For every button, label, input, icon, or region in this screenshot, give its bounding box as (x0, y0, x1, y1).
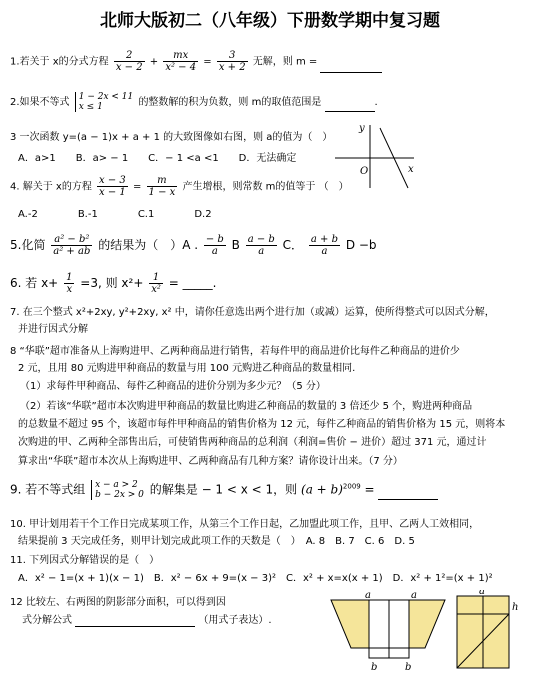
q11-options[interactable]: A．x² − 1=(x + 1)(x − 1) B．x² − 6x + 9=(x − 3)² C．x² + x=x(x + 1) D．x² + 1²=(x + 1)² (18, 573, 493, 584)
q5-option-c-label: C． (282, 238, 304, 252)
x-axis-label: x (408, 164, 414, 175)
q6-tail: = _____. (168, 276, 217, 290)
q1-fraction-1: $\frac{2}{x - 2}$ (115, 50, 143, 73)
q4-tail: 产生增根，则常数 m的值等于 （ ） (182, 181, 349, 193)
q10-line-1: 10. 甲计划用若干个工作日完成某项工作，从第三个工作日起，乙加盟此项工作，且甲、乙两人工效相同， (10, 519, 480, 530)
q7-line-1: 7. 在三个整式 x²+2xy, y²+2xy, x² 中，请你任意选出两个进行加（或减）运算，使所得整式可以因式分解， (10, 307, 495, 318)
label-a-right-top: a (479, 590, 485, 597)
q2-end: . (374, 97, 378, 108)
q2-inequality-system: 1 − 2x < 11 x ≤ 1 (75, 92, 134, 112)
q9-answer-blank[interactable] (378, 499, 438, 500)
label-b-left-1: b (371, 662, 378, 673)
q5-fraction: $\frac{\text{a² − b²}}{\text{a² + ab}}$ (53, 234, 91, 257)
question-5 (10, 234, 377, 257)
q4-lead: 4. 解关于 x的方程 (10, 181, 92, 193)
label-b-left-2: b (405, 662, 412, 673)
question-9 (10, 480, 438, 500)
y-axis-label: y (359, 123, 365, 134)
q6-fraction-2: $\frac{1}{\text{x²}}$ (151, 272, 161, 295)
q9-expression: (a + b) (301, 482, 343, 497)
q11-line-1: 11. 下列因式分解错误的是（ ） (10, 555, 160, 566)
q1-fraction-3: $\frac{3}{x + 2}$ (218, 50, 246, 73)
q5-option-c[interactable]: $\frac{a + b}{a}$ (310, 234, 338, 257)
q8-line-7: 算求出“华联”超市本次从上海购进甲、乙两种商品有几种方案？请你设计出来。（7 分） (18, 456, 403, 467)
q6-lead: 6. 若 x+ (10, 276, 59, 290)
q4-fraction-1: $\frac{x - 3}{x - 1}$ (99, 175, 126, 198)
q6-fraction-1: $\frac{1}{x}$ (66, 272, 73, 295)
q2-tail: 的整数解的积为负数，则 m的取值范围是 (138, 97, 322, 108)
q9-lead: 9. 若不等式组 (10, 482, 86, 497)
q9-exponent: 2009 (342, 482, 361, 491)
q8-line-1: 8 “华联”超市准备从上海购进甲、乙两种商品进行销售，若每件甲的商品进价比每件乙种商品的进价少 (10, 346, 460, 357)
question-2 (10, 92, 378, 112)
q6-mid: =3, 则 x²+ (80, 276, 144, 290)
q9-inequality-system: x − a > 2 b − 2x > 0 (91, 480, 144, 500)
question-4 (10, 175, 349, 198)
q12-line-1: 12 比较左、右两图的阴影部分面积，可以得到因 (10, 597, 226, 608)
q12-figures (323, 590, 533, 676)
q1-tail: 无解，则 m = (252, 56, 318, 68)
label-h: h (512, 602, 519, 613)
label-a-left-1: a (365, 590, 371, 601)
q5-option-a-label: 的结果为（ ）A . (98, 238, 199, 252)
q1-lead: 1.若关于 x的分式方程 (10, 56, 109, 68)
label-a-left-2: a (411, 590, 417, 601)
q5-option-b[interactable]: $\frac{a - b}{a}$ (247, 234, 275, 257)
q3-options[interactable]: A．a>1 B．a> − 1 C．− 1 <a <1 D．无法确定 (18, 153, 297, 164)
origin-label: O (360, 166, 369, 177)
q5-lead: 5.化简 (10, 238, 46, 252)
q8-line-2: 2 元，且用 80 元购进甲种商品的数量与用 100 元购进乙种商品的数量相同. (18, 363, 356, 374)
q1-answer-blank[interactable] (320, 72, 382, 73)
question-1 (10, 50, 382, 73)
q12-lead: 式分解公式 (22, 615, 72, 626)
q12-answer-blank[interactable] (75, 626, 195, 627)
q7-line-2: 并进行因式分解 (18, 324, 88, 335)
question-6 (10, 272, 216, 295)
q4-fraction-2: $\frac{m}{1 - x}$ (148, 175, 176, 198)
q4-equals: = (132, 181, 142, 193)
q9-tail: = (360, 482, 375, 497)
q1-fraction-2: $\frac{mx}{\text{x² − 4}}$ (165, 50, 197, 73)
q8-line-4: （2）若该“华联”超市本次购进甲种商品的数量比购进乙种商品的数量的 3 倍还少 5 个，购进两种商品 (20, 401, 473, 412)
q3-text: 3 一次函数 y=(a − 1)x + a + 1 的大致图像如右图，则 a的值为（ ） (10, 132, 333, 143)
q8-line-5: 的总数量不超过 95 个，该超市每件甲种商品的销售价格为 12 元，每件乙种商品的销售价格为 15 元，则将本 (18, 419, 506, 430)
q4-options[interactable]: A.-2 B.-1 C.1 D.2 (18, 209, 212, 220)
q5-option-b-label: B (231, 238, 240, 252)
q12-line-2 (22, 614, 272, 627)
q1-plus: + (149, 56, 159, 68)
q8-line-6: 次购进的甲、乙两种全部售出后，可使销售两种商品的总利润（利润=售价 − 进价）超过 371 元，通过计 (18, 437, 487, 448)
q5-option-a[interactable]: $\frac{- b}{a}$ (205, 234, 224, 257)
q8-line-3: （1）求每件甲种商品、每件乙种商品的进价分别为多少元？（5 分） (20, 381, 326, 392)
q12-tail: （用式子表达）. (198, 615, 272, 626)
page-title: 北师大版初二（八年级）下册数学期中复习题 (100, 11, 440, 31)
q2-lead: 2.如果不等式 (10, 97, 70, 108)
q9-mid: 的解集是 − 1 < x < 1，则 (149, 482, 298, 497)
q5-option-d[interactable]: D −b (345, 238, 377, 252)
q10-line-2: 结果提前 3 天完成任务，则甲计划完成此项工作的天数是（ ） A. 8 B. 7 C. 6 D. 5 (18, 536, 415, 547)
q2-answer-blank[interactable] (325, 111, 375, 112)
q1-equals: = (203, 56, 212, 68)
